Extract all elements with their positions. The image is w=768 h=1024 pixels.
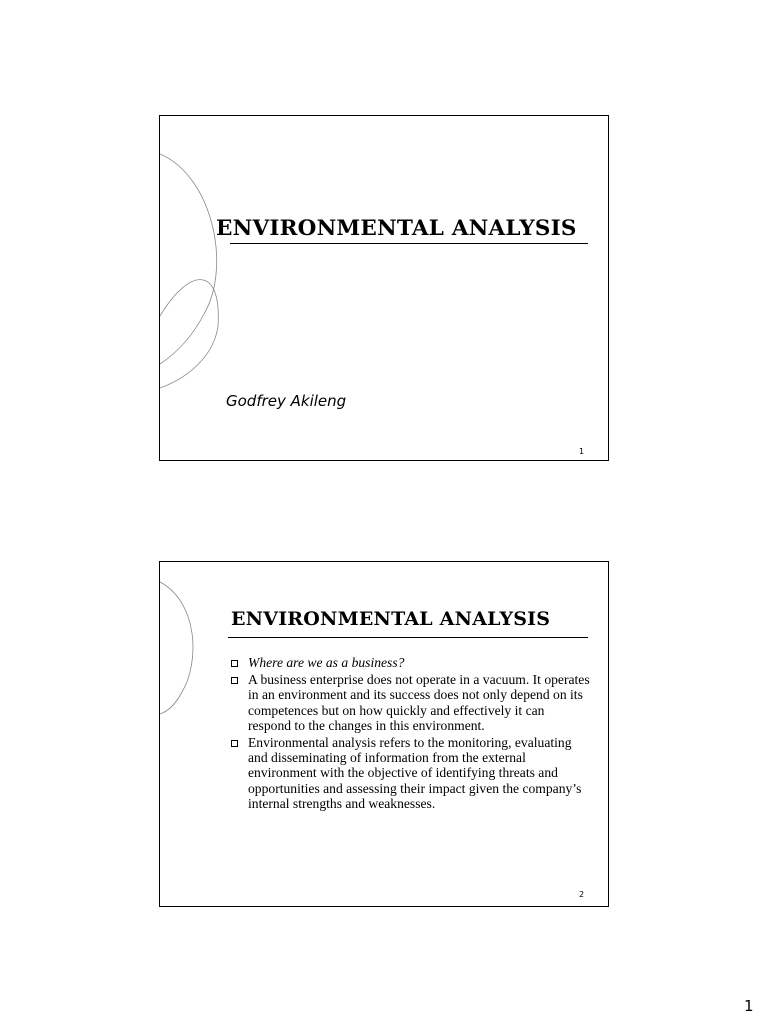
bullet-item xyxy=(230,735,590,811)
bullet-text: Environmental analysis refers to the monitoring, evaluating and disseminating of information from the external environment with the objective of identifying threats and opportunities and assessing their impact given the company’s internal strengths and weaknesses. xyxy=(248,735,582,811)
slide-1 xyxy=(159,115,609,461)
bullet-item xyxy=(230,672,590,733)
square-bullet-icon xyxy=(231,677,238,684)
slide-page-number: 2 xyxy=(579,890,585,899)
slide-title: ENVIRONMENTAL ANALYSIS xyxy=(216,216,577,241)
title-underline xyxy=(228,637,588,638)
slide-page-number: 1 xyxy=(579,447,585,456)
author-name: Godfrey Akileng xyxy=(226,392,347,410)
bullet-item xyxy=(230,655,590,670)
title-underline xyxy=(230,243,588,244)
decorative-arcs xyxy=(160,562,240,907)
bullet-text: Where are we as a business? xyxy=(248,655,405,670)
bullet-text: A business enterprise does not operate in a vacuum. It operates in an environment and its success does not only depend on its competences but on how quickly and effectively it can respond to the changes in this environment. xyxy=(248,672,590,733)
bullet-list xyxy=(230,655,590,813)
slide-2 xyxy=(159,561,609,907)
sheet-page-number: 1 xyxy=(744,997,754,1015)
square-bullet-icon xyxy=(231,660,238,667)
square-bullet-icon xyxy=(231,740,238,747)
slide-title: ENVIRONMENTAL ANALYSIS xyxy=(231,608,551,630)
